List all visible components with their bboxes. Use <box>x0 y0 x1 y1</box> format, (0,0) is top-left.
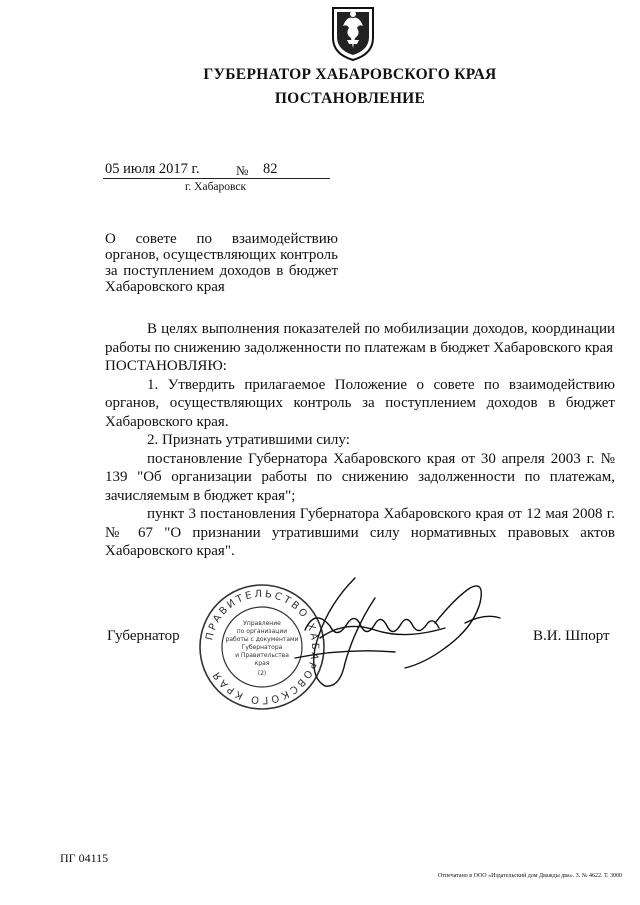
handwritten-signature <box>285 568 515 698</box>
item-2-paragraph: 2. Признать утратившими силу: <box>147 432 350 448</box>
form-code: ПГ 04115 <box>60 851 109 865</box>
coat-of-arms-emblem <box>329 4 377 62</box>
svg-text:ПРАВИТЕЛЬСТВО ХАБАРОВСКОГО КРА: ПРАВИТЕЛЬСТВО ХАБАРОВСКОГО КРАЯ <box>204 588 321 706</box>
svg-text:Управление: Управление <box>243 620 281 627</box>
document-subject: О совете по взаимодействию органов, осуществляющих контроль за поступлением доходов в бюджет Хабаровского края <box>105 231 338 295</box>
document-body <box>105 320 615 561</box>
svg-text:и Правительства: и Правительства <box>235 652 289 659</box>
printer-imprint: Отпечатано в ООО «Издательский дом Дважды два». З. № 4622. Т. 3000 <box>438 873 623 879</box>
document-city: г. Хабаровск <box>185 181 247 193</box>
signatory-title: Губернатор <box>107 628 180 644</box>
resolve-word: ПОСТАНОВЛЯЮ: <box>105 358 227 374</box>
document-type: ПОСТАНОВЛЕНИЕ <box>274 90 426 107</box>
authority-title: ГУБЕРНАТОР ХАБАРОВСКОГО КРАЯ <box>203 66 497 83</box>
svg-text:Губернатора: Губернатора <box>241 644 283 651</box>
svg-text:по организации: по организации <box>236 628 288 635</box>
date-underline <box>103 178 330 179</box>
preamble-paragraph: В целях выполнения показателей по мобилизации доходов, координации работы по снижению задолженности по платежам в бюджет Хабаровского края <box>105 321 615 356</box>
signatory-name: В.И. Шпорт <box>533 628 610 644</box>
svg-text:(2): (2) <box>257 670 267 677</box>
item-2b-paragraph: пункт 3 постановления Губернатора Хабаровского края от 12 мая 2008 г. № 67 "О признании утратившими силу нормативных правовых актов Хабаровского края". <box>105 506 615 559</box>
document-number: 82 <box>263 161 278 177</box>
svg-text:края: края <box>254 660 270 667</box>
item-2a-paragraph: постановление Губернатора Хабаровского края от 30 апреля 2003 г. № 139 "Об организации работы по снижению задолженности по платежам, зачисляемым в бюджет края"; <box>105 450 615 504</box>
document-date: 05 июля 2017 г. <box>105 161 200 177</box>
number-label: № <box>236 163 249 178</box>
svg-text:работы с документами: работы с документами <box>225 636 299 643</box>
item-1-paragraph: 1. Утвердить прилагаемое Положение о совете по взаимодействию органов, осуществляющих контроль за поступлением доходов в бюджет Хабаровского края. <box>105 376 615 430</box>
